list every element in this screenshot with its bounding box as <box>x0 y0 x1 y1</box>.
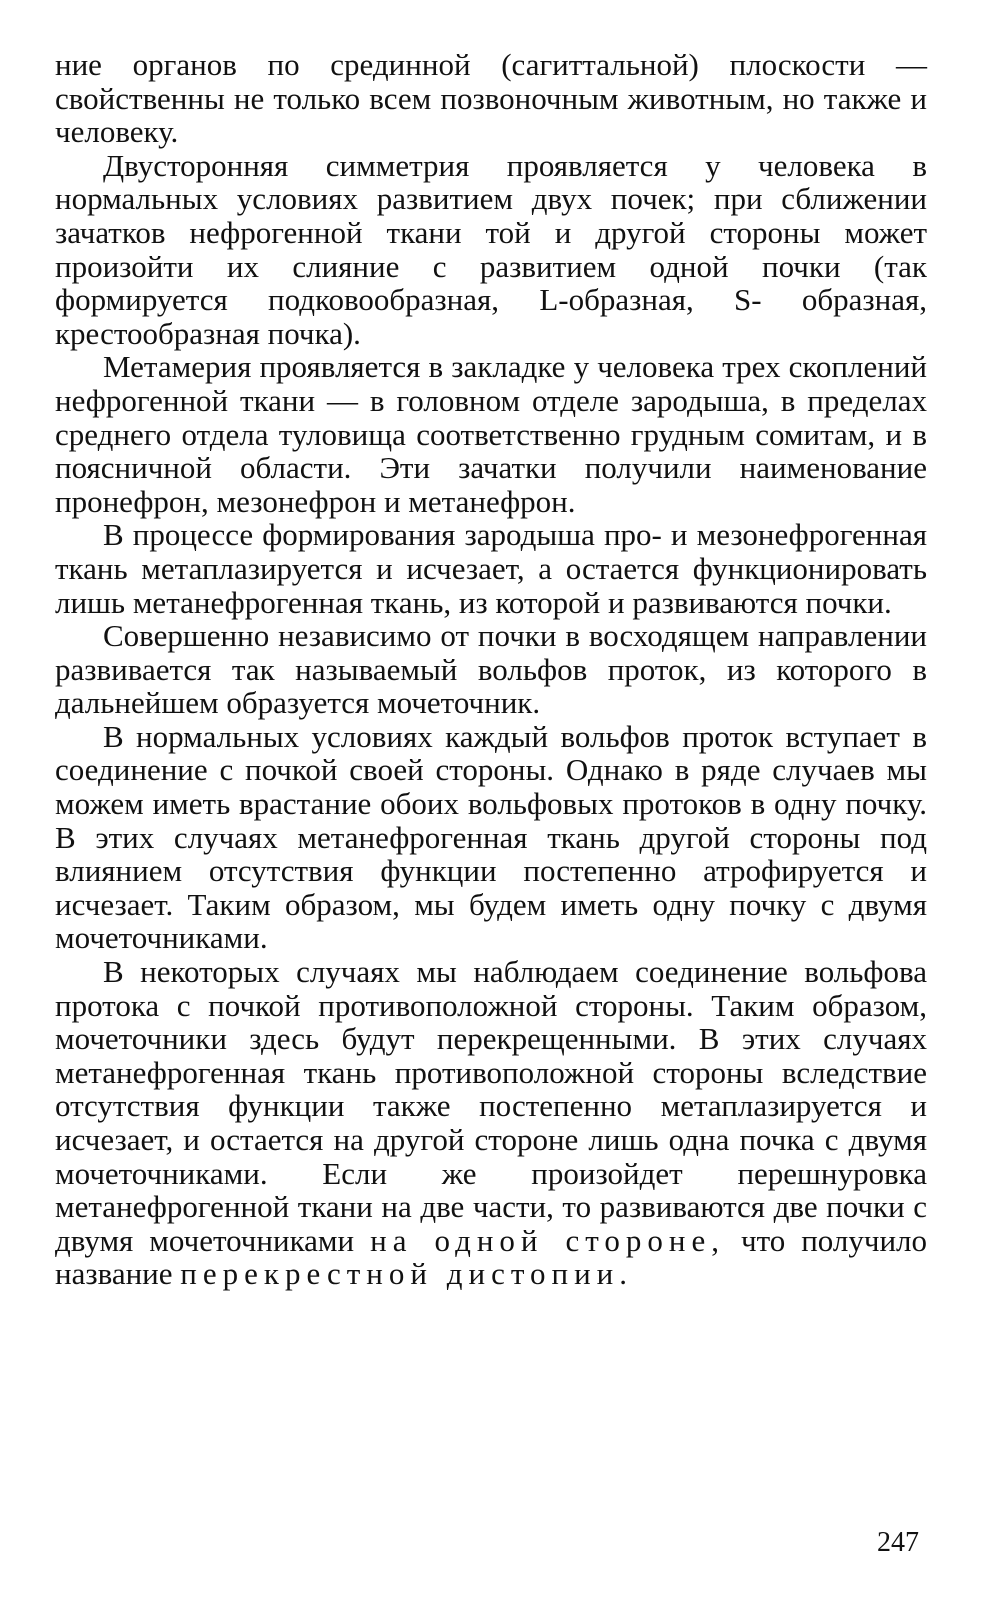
paragraph-7 <box>55 955 927 1291</box>
page-number: 247 <box>877 1527 919 1558</box>
paragraph-7-middle: что получило название <box>55 1222 927 1292</box>
paragraph-5: Совершенно независимо от почки в восходящем направлении развивается так называемый вольфов проток, из которого в дальнейшем образуется мочеточник. <box>55 618 927 721</box>
spaced-emphasis-2: перекрестной дистопии. <box>180 1256 633 1292</box>
body-text <box>55 48 927 1291</box>
paragraph-2: Двусторонняя симметрия проявляется у человека в нормальных условиях развитием двух почек; при сближении зачатков нефрогенной ткани той и другой стороны может произойти их слияние с развитием одной почки (так формируется подковообразная, L-образная, S- образная, крестообразная почка). <box>55 147 927 351</box>
paragraph-7-text: В некоторых случаях мы наблюдаем соединение вольфова протока с почкой противоположной стороны. Таким образом, мочеточники здесь будут перекрещенными. В этих случаях метанефрогенная ткань противоположной стороны вследствие отсутствия функции также постепенно метаплазируется и исчезает, и остается на другой стороне лишь одна почка с двумя мочеточниками. Если же произойдет перешнуровка метанефрогенной ткани на две части, то развиваются две почки с двумя мочеточниками <box>55 954 927 1258</box>
paragraph-6: В нормальных условиях каждый вольфов проток вступает в соединение с почкой своей стороны. Однако в ряде случаев мы можем иметь врастание обоих вольфовых протоков в одну почку. В этих случаях метанефрогенная ткань другой стороны под влиянием отсутствия функции постепенно атрофируется и исчезает. Таким образом, мы будем иметь одну почку с двумя мочеточниками. <box>55 718 927 956</box>
spaced-emphasis-1: на одной стороне, <box>370 1222 725 1258</box>
paragraph-4: В процессе формирования зародыша про- и мезонефрогенная ткань метаплазируется и исчезает, а остается функционировать лишь метанефрогенная ткань, из которой и развиваются почки. <box>55 517 927 620</box>
paragraph-1: ние органов по срединной (сагиттальной) плоскости — свойственны не только всем позвоночным животным, но также и человеку. <box>55 47 927 150</box>
paragraph-3: Метамерия проявляется в закладке у человека трех скоплений нефрогенной ткани — в головном отделе зародыша, в пределах среднего отдела туловища соответственно грудным сомитам, и в поясничной области. Эти зачатки получили наименование пронефрон, мезонефрон и метанефрон. <box>55 349 927 519</box>
